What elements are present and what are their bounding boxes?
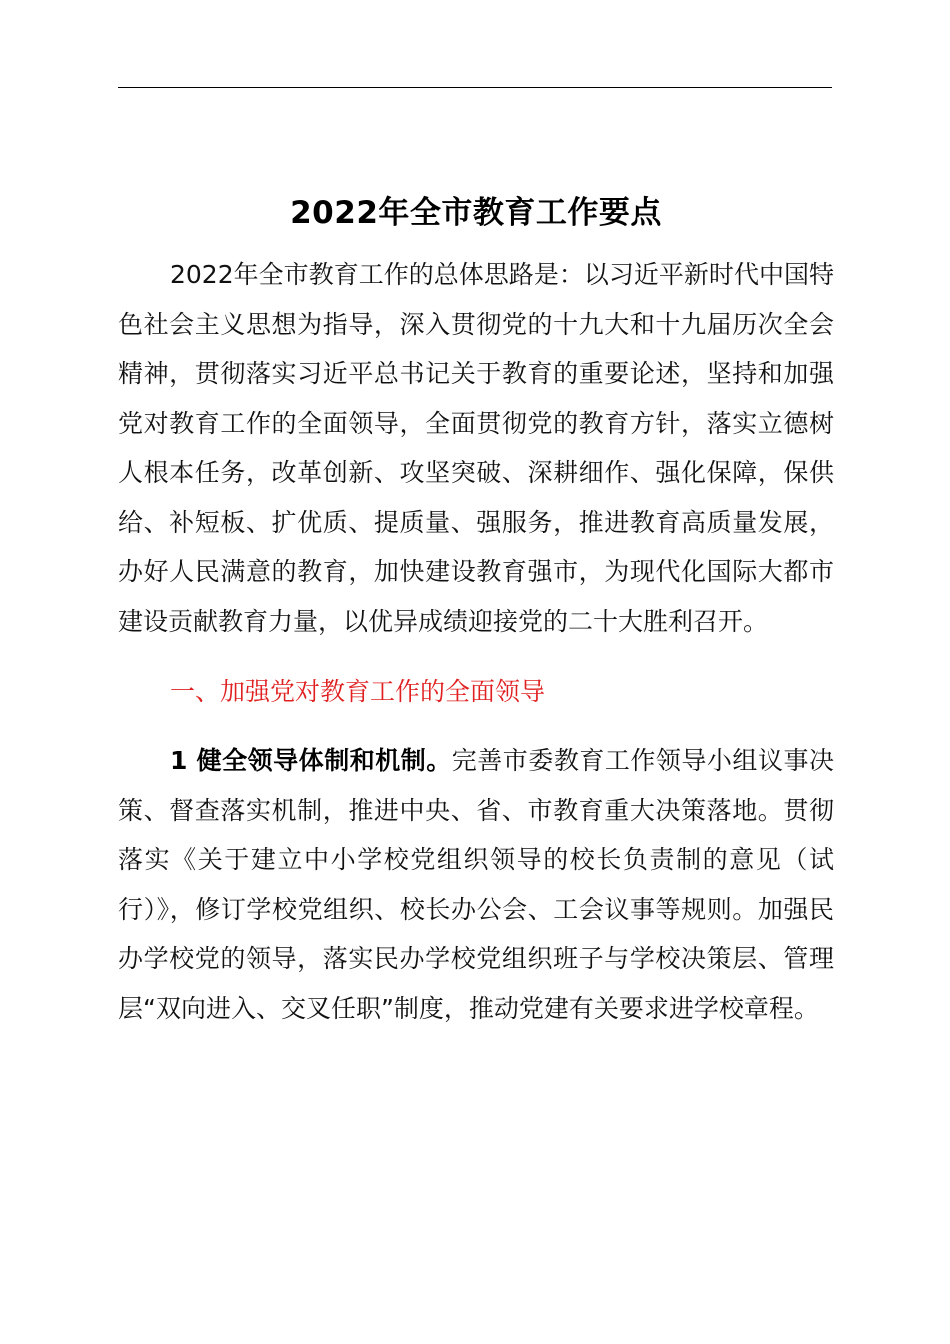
item-body-1: 完善市委教育工作领导小组议事决策、督查落实机制，推进中央、省、市教育重大决策落地。贯彻落实《关于建立中小学校党组织领导的校长负责制的意见（试行）》，修订学校党组织、校长办公会、工会议事等规则。加强民办学校党的领导，落实民办学校党组织班子与学校决策层、管理层“双向进入、交叉任职”制度，推动党建有关要求进学校章程。 [118,746,834,1023]
item-paragraph-1 [118,736,834,1033]
header-rule [118,87,832,88]
section-heading-1: 一、加强党对教育工作的全面领导 [170,677,546,706]
document-title: 2022年全市教育工作要点 [290,195,662,231]
intro-paragraph: 2022年全市教育工作的总体思路是：以习近平新时代中国特色社会主义思想为指导，深入贯彻党的十九大和十九届历次全会精神，贯彻落实习近平总书记关于教育的重要论述，坚持和加强党对教育工作的全面领导，全面贯彻党的教育方针，落实立德树人根本任务，改革创新、攻坚突破、深耕细作、强化保障，保供给、补短板、扩优质、提质量、强服务，推进教育高质量发展，办好人民满意的教育，加快建设教育强市，为现代化国际大都市建设贡献教育力量，以优异成绩迎接党的二十大胜利召开。 [118,260,834,636]
item-lead-1: 1 健全领导体制和机制。 [170,746,452,775]
document-body [118,180,834,1033]
